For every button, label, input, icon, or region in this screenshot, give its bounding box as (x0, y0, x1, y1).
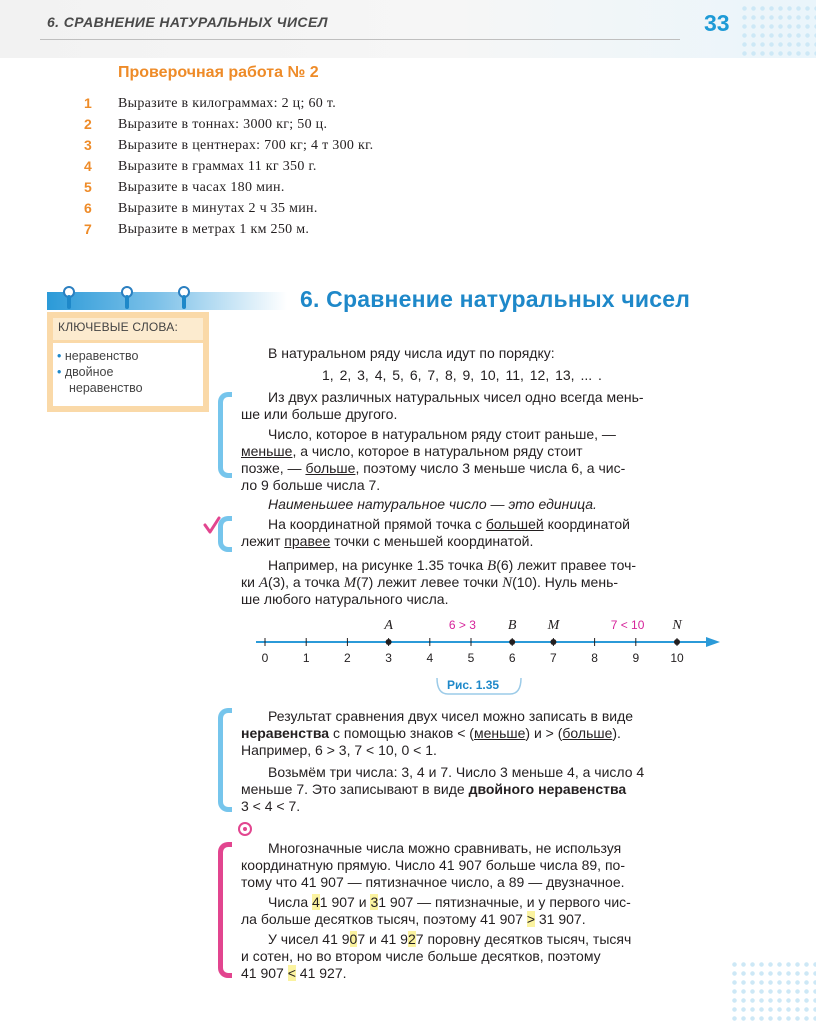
item-number: 6 (84, 200, 92, 216)
number-line-figure (240, 610, 730, 672)
paragraph-line: У чисел 41 907 и 41 927 поровну десятков тысяч, тысяч (268, 931, 632, 947)
paragraph-line: Возьмём три числа: 3, 4 и 7. Число 3 меньше 4, а число 4 (268, 764, 645, 780)
paragraph-line: На координатной прямой точка с большей координатой (268, 516, 630, 532)
paragraph-line: неравенства с помощью знаков < (меньше) и > (больше). (241, 725, 621, 741)
margin-bracket (218, 392, 232, 478)
list-item (84, 221, 644, 242)
item-number: 5 (84, 179, 92, 195)
item-text: Выразите в часах 180 мин. (118, 180, 285, 195)
point-dot (509, 639, 515, 645)
paragraph-line: В натуральном ряду числа идут по порядку: (268, 345, 555, 361)
list-item (84, 158, 644, 179)
tick-label: 2 (344, 651, 351, 665)
margin-bracket (218, 842, 232, 978)
binder-ring-icon (124, 286, 130, 308)
paragraph-line: Число, которое в натуральном ряду стоит раньше, — (268, 426, 616, 442)
paragraph-line: координатную прямую. Число 41 907 больше числа 89, по- (241, 857, 625, 873)
keyword-item: • двойное (57, 365, 114, 379)
item-text: Выразите в метрах 1 км 250 м. (118, 222, 310, 237)
bullet-icon: • (57, 365, 62, 379)
paragraph-line: Из двух различных натуральных чисел одно всегда мень- (268, 389, 644, 405)
point-label: M (547, 618, 560, 633)
item-text: Выразите в тоннах: 3000 кг; 50 ц. (118, 117, 328, 132)
paragraph-line: и сотен, но во втором числе больше десятков, поэтому (241, 948, 601, 964)
comparison-annotation: 7 < 10 (610, 618, 645, 632)
paragraph-line: ше или больше другого. (241, 406, 398, 422)
point-dot (674, 639, 680, 645)
tick-label: 0 (261, 651, 269, 665)
keyword-item-continuation: неравенство (69, 381, 143, 395)
paragraph-line: позже, — больше, поэтому число 3 меньше числа 6, а чис- (241, 460, 626, 476)
point-dot (550, 639, 556, 645)
tick-label: 8 (591, 651, 598, 665)
item-number: 1 (84, 95, 92, 111)
decorative-dots (740, 4, 816, 56)
keywords-list (53, 343, 203, 406)
item-text: Выразите в килограммах: 2 ц; 60 т. (118, 96, 337, 111)
paragraph-line: ло 9 больше числа 7. (241, 477, 381, 493)
bullet-icon: • (57, 349, 62, 363)
tick-label: 10 (670, 651, 684, 665)
point-label: B (507, 618, 517, 633)
paragraph-line: ше любого натурального числа. (241, 591, 449, 607)
item-text: Выразите в центнерах: 700 кг; 4 т 300 кг. (118, 138, 374, 153)
comparison-annotation: 6 > 3 (448, 618, 476, 632)
tick-label: 1 (302, 651, 310, 665)
point-dot (386, 639, 392, 645)
item-number: 3 (84, 137, 92, 153)
margin-bracket (218, 516, 232, 552)
chapter-title: 6. СРАВНЕНИЕ НАТУРАЛЬНЫХ ЧИСЕЛ (47, 14, 328, 30)
keyword-item: • неравенство (57, 349, 139, 363)
list-item (84, 179, 644, 200)
binder-ring-icon (66, 286, 72, 308)
paragraph-line: 3 < 4 < 7. (241, 798, 301, 814)
keywords-title: КЛЮЧЕВЫЕ СЛОВА: (58, 320, 178, 334)
tick-label: 5 (467, 651, 475, 665)
paragraph-line: Например, на рисунке 1.35 точка B(6) лежит правее точ- (268, 557, 637, 574)
paragraph-line: лежит правее точки с меньшей координатой. (241, 533, 534, 549)
item-text: Выразите в минутах 2 ч 35 мин. (118, 201, 318, 216)
tick-label: 7 (550, 651, 557, 665)
list-item (84, 95, 644, 116)
paragraph-line: 41 907 < 41 927. (241, 965, 347, 981)
item-text: Выразите в граммах 11 кг 350 г. (118, 159, 317, 174)
italic-statement: Наименьшее натуральное число — это единица. (268, 496, 597, 512)
item-number: 7 (84, 221, 92, 237)
tick-label: 4 (426, 651, 434, 665)
item-number: 4 (84, 158, 92, 174)
paragraph-line: Результат сравнения двух чисел можно записать в виде (268, 708, 634, 724)
section-title: 6. Сравнение натуральных чисел (300, 286, 691, 312)
list-item (84, 116, 644, 137)
paragraph-line: ла больше десятков тысяч, поэтому 41 907 > 31 907. (241, 911, 586, 927)
point-label: A (384, 618, 393, 633)
paragraph-line: Числа 41 907 и 31 907 — пятизначные, и у первого чис- (268, 894, 631, 910)
tick-label: 6 (508, 651, 516, 665)
figure-caption: Рис. 1.35 (447, 678, 500, 692)
number-sequence: 1, 2, 3, 4, 5, 6, 7, 8, 9, 10, 11, 12, 13, ... . (322, 367, 602, 383)
paragraph-line: Многозначные числа можно сравнивать, не используя (268, 840, 622, 856)
target-mark-icon (238, 822, 252, 836)
header-rule (40, 39, 680, 40)
check-work-list (84, 95, 644, 242)
tick-label: 9 (632, 651, 640, 665)
list-item (84, 200, 644, 221)
item-number: 2 (84, 116, 92, 132)
keywords-binder-bar (47, 292, 287, 310)
check-work-title: Проверочная работа № 2 (118, 64, 319, 81)
page-number: 33 (704, 10, 730, 36)
list-item (84, 137, 644, 158)
binder-ring-icon (181, 286, 187, 308)
paragraph-line: ки A(3), а точка M(7) лежит левее точки N(10). Нуль мень- (241, 574, 619, 591)
axis-arrow-icon (706, 637, 720, 647)
margin-bracket (218, 708, 232, 812)
tick-label: 3 (385, 651, 392, 665)
paragraph-line: меньше 7. Это записывают в виде двойного неравенства (241, 781, 627, 797)
decorative-dots (730, 960, 816, 1024)
point-label: N (672, 618, 682, 633)
paragraph-line: меньше, а число, которое в натуральном ряду стоит (241, 443, 583, 459)
paragraph-line: тому что 41 907 — пятизначное число, а 89 — двузначное. (241, 874, 625, 890)
paragraph-line: Например, 6 > 3, 7 < 10, 0 < 1. (241, 742, 437, 758)
